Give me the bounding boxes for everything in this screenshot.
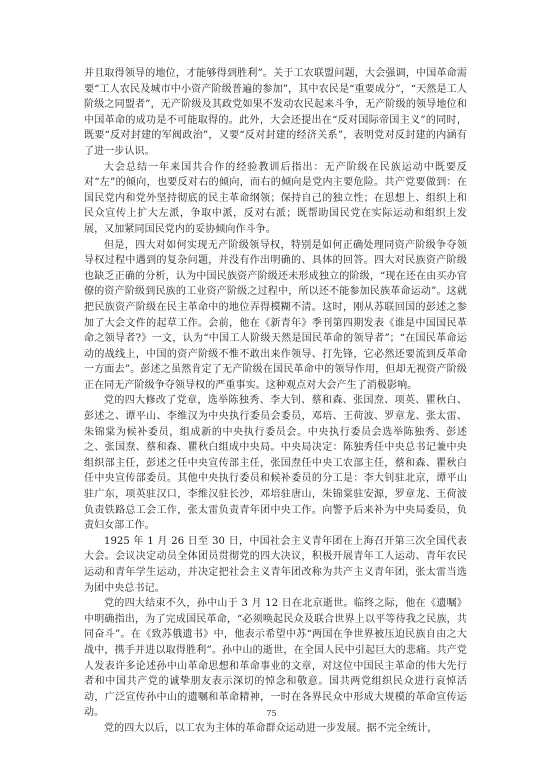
- paragraph: 党的四大修改了党章，选举陈独秀、李大钊、蔡和森、张国焘、项英、瞿秋白、彭述之、谭平山、李维汉为中央执行委员会委员，邓培、王荷波、罗章龙、张太雷、朱锦棠为候补委员，组成新的中央执行委员会。中央执行委员会选举陈独秀、彭述之、张国焘、蔡和森、瞿秋白组成中央局。中央局决定：陈独秀任中央总书记兼中央组织部主任，彭述之任中央宣传部主任，张国焘任中央工农部主任，蔡和森、瞿秋白任中央宣传部委员。其他中央执行委员和候补委员的分工是：李大钊驻北京，谭平山驻广东，项英驻汉口，李维汉驻长沙，邓培驻唐山，朱锦棠驻安源，罗章龙、王荷波负责铁路总工会工作，张太雷负责青年团中央工作。向警予后来补为中央局委员，负责妇女部工作。: [84, 395, 467, 532]
- page-number: 75: [266, 709, 277, 718]
- paragraph: 党的四大以后，以工农为主体的革命群众运动进一步发展。据不完全统计，: [104, 722, 438, 734]
- paragraph: 大会总结一年来国共合作的经验教训后指出：无产阶级在民族运动中既要反对“左”的倾向，也要反对右的倾向，而右的倾向是党内主要危险。共产党要做到：在国民党内和党外坚持彻底的民主革命纲领；保持自己的独立性；在思想上、组织上和民众宣传上扩大左派，争取中派，反对右派；既帮助国民党在实际运动和组织上发展，又加紧同国民党内的妥协倾向作斗争。: [84, 161, 467, 235]
- paragraph: 党的四大结束不久，孙中山于 3 月 12 日在北京逝世。临终之际，他在《遗嘱》中明确指出，为了完成国民革命，“必须唤起民众及联合世界上以平等待我之民族，共同奋斗”。在《致苏俄遗书》中，他表示希望中苏“两国在争世界被压迫民族自由之大战中，携手并进以取得胜利”。孙中山的逝世，在全国人民中引起巨大的悲痛。共产党人发表许多论述孙中山革命思想和革命事业的文章，对这位中国民主革命的伟大先行者和中国共产党的诚挚朋友表示深切的悼念和敬意。国共两党组织民众进行哀悼活动，广泛宣传孙中山的遗嘱和革命精神，一时在各界民众中形成大规模的革命宣传运动。: [84, 598, 467, 719]
- paragraph: 并且取得领导的地位，才能够得到胜利”。关于工农联盟问题，大会强调，中国革命需要“工人农民及城市中小资产阶级普遍的参加”，其中农民是“重要成分”，“天然是工人阶级之同盟者”，无产阶级及其政党如果不发动农民起来斗争，无产阶级的领导地位和中国革命的成功是不可能取得的。此外，大会还提出在“反对国际帝国主义”的同时，既要“反对封建的军阀政治”，又要“反对封建的经济关系”，表明党对反封建的内涵有了进一步认识。: [84, 68, 467, 157]
- paragraph: 1925 年 1 月 26 日至 30 日，中国社会主义青年团在上海召开第三次全国代表大会。会议决定动员全体团员贯彻党的四大决议，积极开展青年工人运动、青年农民运动和青年学生运动，并决定把社会主义青年团改称为共产主义青年团，张太雷当选为团中央总书记。: [84, 535, 467, 594]
- paragraph: 但是，四大对如何实现无产阶级领导权，特别是如何正确处理同资产阶级争夺领导权过程中遇到的复杂问题，并没有作出明确的、具体的回答。四大对民族资产阶级也缺乏正确的分析，认为中国民族资产阶级还未形成独立的阶级，“现在还在由买办官僚的资产阶级到民族的工业资产阶级之过程中，所以还不能参加民族革命运动”。这就把民族资产阶级在民主革命中的地位弄得模糊不清。这时，刚从苏联回国的彭述之参加了大会文件的起草工作。会前，他在《新青年》季刊第四期发表《谁是中国国民革命之领导者?》一文，认为“中国工人阶级天然是国民革命的领导者”；“在国民革命运动的战线上，中国的资产阶级不惟不敢出来作领导、打先锋，它必然还要流到反革命一方面去”。彭述之虽然肯定了无产阶级在国民革命中的领导作用，但却无视资产阶级正在同无产阶级争夺领导权的严重事实。这种观点对大会产生了消极影响。: [84, 239, 467, 391]
- body-text: [84, 66, 467, 737]
